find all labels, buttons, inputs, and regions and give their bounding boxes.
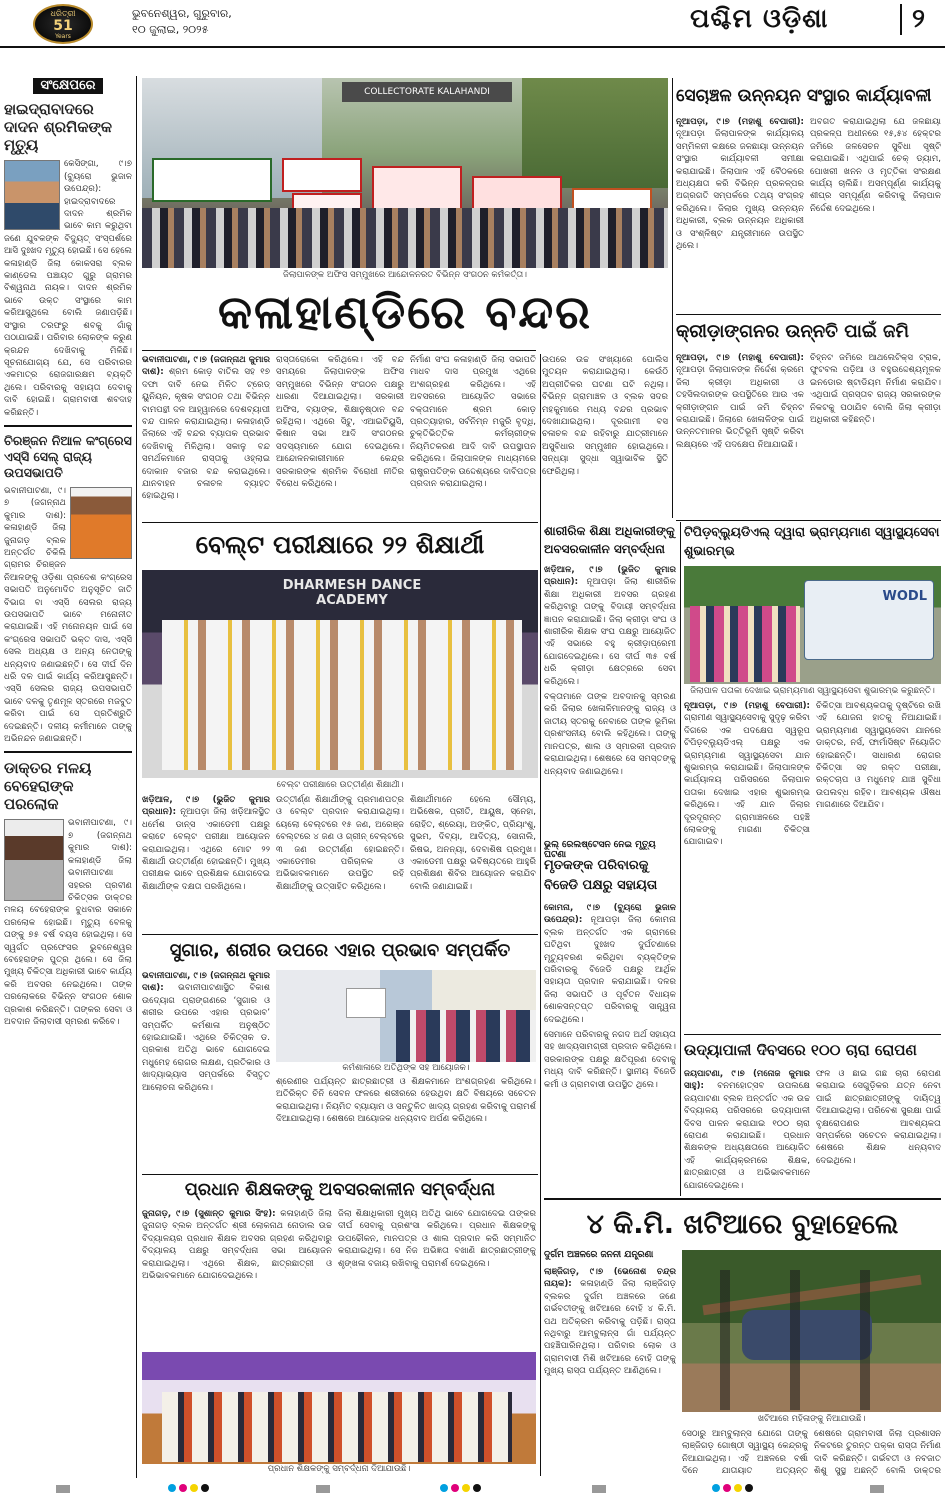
teacher-text2: ବକ୍ତାମାନେ ତାଙ୍କ ଅବଦାନକୁ ସ୍ମରଣ କରି ଜିଲାର ଖେଳାଳିମାନଙ୍କୁ ରାଜ୍ୟ ଓ ଜାତୀୟ ସ୍ତରକୁ ନେବାରେ ତାଙ୍କ ଭୂମିକା ପ୍ରଶଂସନୀୟ ବୋଲି କହିଥିଲେ। ତାଙ୍କୁ ମାନପତ୍ର, ଶାଲ ଓ ସ୍ମାରକୀ ପ୍ରଦାନ କରାଯାଇଥିଲା। ଶେଷରେ ସେ ସମସ୍ତଙ୍କୁ ଧନ୍ୟବାଦ ଜଣାଇଥିଲେ। bbox=[544, 692, 676, 777]
lead-text1: ଶ୍ରମ କୋଡ଼ ବାତିଲ ସହ ୧୭ ଦଫା ଦାବି ନେଇ ମିଳିତ ଟ୍ରେଡ୍ ୟୁନିୟନ, କୃଷକ ସଂଗଠନ ତଥା ବିଭିନ୍ନ ବାମପନ୍ଥୀ ଦଳ ଆହ୍ୱାନରେ ଦେଶବ୍ୟାପୀ ବନ୍ଦ ପାଳନ କରାଯାଇଥିଲା। କଳାହାଣ୍ଡି ଜିଲାରେ ଏହି ବନ୍ଦର ବ୍ୟାପକ ପ୍ରଭାବ ଦେଖିବାକୁ ମିଳିଥିଲା। ସକାଳୁ ବନ୍ଦ ସମର୍ଥକମାନେ ରାସ୍ତାକୁ ଓହ୍ଲାଇ ଦୋକାନ ବଜାର ବନ୍ଦ କରାଇଥିଲେ। ଯାନବାହନ ଚଳାଚଳ ବ୍ୟାହତ ହୋଇଥିଲା। bbox=[142, 367, 270, 502]
health-caption: ଜିଲାପାଳ ପତାକା ଦେଖାଇ ଭ୍ରାମ୍ୟମାଣ ସ୍ୱାସ୍ଥ୍ୟସେବା ଶୁଭାରମ୍ଭ କରୁଛନ୍ତି। bbox=[690, 686, 935, 696]
rule-sports-top bbox=[676, 314, 941, 315]
belt-headline: ବେଲ୍ଟ ପରୀକ୍ଷାରେ ୨୨ ଶିକ୍ଷାର୍ଥୀ bbox=[195, 530, 485, 559]
headmaster-headline: ପ୍ରଧାନ ଶିକ୍ଷକଙ୍କୁ ଅବସରକାଳୀନ ସମ୍ବର୍ଦ୍ଧନା bbox=[184, 1180, 496, 1200]
belt-text2: ଉତ୍ତୀର୍ଣ୍ଣ ଶିକ୍ଷାର୍ଥୀଙ୍କୁ ପ୍ରମାଣପତ୍ର ଓ ବେଲ୍ଟ ପ୍ରଦାନ କରାଯାଇଥିଲା। ୟେଲୋ ବେଲ୍ଟରେ ୧୫ ଜଣ, ଅରେଞ୍ଜ ବେଲ୍ଟରେ ୪ ଜଣ ଓ ଗ୍ରୀନ୍ ବେଲ୍ଟରେ ୩ ଜଣ ଉତ୍ତୀର୍ଣ୍ଣ ହୋଇଛନ୍ତି। ଏକାଡେମୀର ପରିଚାଳକ ଓ ଅଭିଭାବକମାନେ ଉପସ୍ଥିତ ରହି ଶିକ୍ଷାର୍ଥୀଙ୍କୁ ଉତ୍ସାହିତ କରିଥିଲେ। bbox=[276, 795, 404, 892]
sports-text2: ଚିହ୍ନଟ ଜମିରେ ଆଥଲେଟିକ୍ସ ଟ୍ରାକ, ଫୁଟବଲ ପଡ଼ିଆ ଓ ବହୁଉଦ୍ଦେଶ୍ୟମୂଳକ ଇନଡୋର ଷ୍ଟାଡିୟମ ନିର୍ମାଣ କରାଯିବ। ଏଥିପାଇଁ ପ୍ରସ୍ତାବ ରାଜ୍ୟ ସରକାରଙ୍କ ନିକଟକୁ ପଠାଯିବ ବୋଲି ଜିଲା କ୍ରୀଡ଼ା ଅଧିକାରୀ କହିଛନ୍ତି। bbox=[810, 353, 941, 426]
headmaster-byline: ଜୁନାଗଡ଼, ୯।୭ (ସୁଶାନ୍ତ କୁମାର ସିଂହ): bbox=[142, 1209, 276, 1219]
color-registration-dots bbox=[168, 1484, 209, 1494]
left-briefs-column bbox=[4, 78, 132, 1478]
registration-bar bbox=[316, 1485, 330, 1493]
teacher-col bbox=[544, 564, 676, 834]
review-col2 bbox=[810, 116, 941, 312]
lead-byline: ଭବାନୀପାଟଣା, ୯।୭ (ଜଗନ୍ନାଥ କୁମାର ଦାଶ): bbox=[142, 355, 270, 378]
brief-label: ସଂକ୍ଷେପରେ bbox=[33, 78, 104, 94]
banner-1 bbox=[152, 158, 272, 202]
workshop-caption: କର୍ମଶାଳାରେ ଅତିଥିଙ୍କ ସହ ଆୟୋଜକ। bbox=[342, 1063, 470, 1073]
bottom-kicker: ଦୁର୍ଗମ ଅଞ୍ଚଳରେ ଜନନୀ ଯନ୍ତ୍ରଣା bbox=[544, 1250, 654, 1260]
snake-headline: ମୃତକଙ୍କ ପରିବାରକୁ ବିଜେଡି ପକ୍ଷରୁ ସହାୟତା bbox=[544, 858, 658, 893]
review-headline: ସେଚାଞ୍ଚଳ ଉନ୍ନୟନ ସଂସ୍ଥାର କାର୍ଯ୍ୟାବଳୀ bbox=[676, 86, 932, 106]
masthead bbox=[0, 0, 945, 48]
rule-health-top bbox=[676, 520, 941, 521]
snake-text2: ସେମାନେ ପରିବାରକୁ ନଗଦ ଅର୍ଥ ସହାୟତା ସହ ଖାଦ୍ୟସାମଗ୍ରୀ ପ୍ରଦାନ କରିଥିଲେ। ସରକାରଙ୍କ ପକ୍ଷରୁ କ୍ଷତିପୂରଣ ଦେବାକୁ ମଧ୍ୟ ଦାବି କରିଛନ୍ତି। ସ୍ଥାନୀୟ ବିଜେଡି କର୍ମୀ ଓ ଗ୍ରାମବାସୀ ଉପସ୍ଥିତ ଥିଲେ। bbox=[544, 1030, 676, 1090]
sports-text1: ନୂଆପଡ଼ା ଜିଲାପାଳଙ୍କ ନିର୍ଦ୍ଦେଶ କ୍ରମେ ଜିଲା କ୍ରୀଡ଼ା ଅଧିକାରୀ ଓ ତହସିଲଦାରଙ୍କ ଉପସ୍ଥିତିରେ ଆଉ ଏକ କ୍ରୀଡ଼ାଙ୍ଗନ ପାଇଁ ଜମି ଚିହ୍ନଟ କରାଯାଇଛି। ଜିଲାରେ ଖେଳାଳିଙ୍କ ପାଇଁ ଉନ୍ନତମାନର ଭିତ୍ତିଭୂମି ସୃଷ୍ଟି କରିବା ଲକ୍ଷ୍ୟରେ ଏହି ପଦକ୍ଷେପ ନିଆଯାଇଛି। bbox=[676, 365, 804, 450]
sugar-text2: ଶ୍ରେଣୀର ପର୍ଯ୍ୟନ୍ତ ଛାତ୍ରଛାତ୍ରୀ ଓ ଶିକ୍ଷକମାନେ ଅଂଶଗ୍ରହଣ କରିଥିଲେ। ଅତିରିକ୍ତ ଚିନି ସେବନ ଫଳରେ ଶରୀରରେ ହେଉଥିବା କ୍ଷତି ବିଷୟରେ ସଚେତନ କରାଯାଇଥିଲା। ନିୟମିତ ବ୍ୟାୟାମ ଓ ସନ୍ତୁଳିତ ଖାଦ୍ୟ ଗ୍ରହଣ କରିବାକୁ ପରାମର୍ଶ ଦିଆଯାଇଥିଲା। ଶେଷରେ ଆୟୋଜକ ଧନ୍ୟବାଦ ଅର୍ପଣ କରିଥିଲେ। bbox=[276, 1077, 536, 1125]
rule-sugar-top bbox=[142, 934, 538, 935]
logo-number: 51 bbox=[53, 18, 73, 34]
color-registration-dots bbox=[712, 1484, 753, 1494]
sports-headline: କ୍ରୀଡ଼ାଙ୍ଗନର ଉନ୍ନତି ପାଇଁ ଜମି bbox=[676, 321, 909, 342]
bottom-text3: ଶେଷରେ ଗ୍ରାମବାସୀ ଜିଲା ପ୍ରଶାସନ ନିକଟରେ ତୁରନ୍ତ ପକ୍କା ରାସ୍ତା ନିର୍ମାଣ ଦାବି କରିଛନ୍ତି। ଗର୍ଭବତୀ ଓ ନବଜାତ ଶିଶୁ ସୁସ୍ଥ ଅଛନ୍ତି ବୋଲି ଡାକ୍ତର bbox=[814, 1429, 941, 1477]
brief1-photo bbox=[4, 160, 60, 230]
section-title: ପଶ୍ଚିମ ଓଡ଼ିଶା bbox=[690, 4, 829, 34]
van-label: WODL bbox=[882, 589, 927, 604]
belt-col3 bbox=[410, 794, 536, 932]
headmaster-photo bbox=[142, 1352, 536, 1464]
sugar-text1: ଭବାନୀପାଟଣାସ୍ଥିତ ବିକାଶ ଉଦ୍ୟୋଗ ପ୍ରାଙ୍ଗଣରେ ‘ସୁଗାର ଓ ଶରୀର ଉପରେ ଏହାର ପ୍ରଭାବ’ ସମ୍ପର୍କିତ କର୍ମଶାଳା ଅନୁଷ୍ଠିତ ହୋଇଯାଇଛି। ଏଥିରେ ଚିକିତ୍ସକ ଡ. ପ୍ରକାଶ ଅତିଥି ଭାବେ ଯୋଗଦେଇ ମଧୁମେହ ରୋଗର ଲକ୍ଷଣ, ପ୍ରତିକାର ଓ ଖାଦ୍ୟାଭ୍ୟାସ ସମ୍ପର୍କରେ ବିସ୍ତୃତ ଆଲୋଚନା କରିଥିଲେ। bbox=[142, 983, 270, 1093]
date-line2: ୧୦ ଜୁଲାଇ, ୨୦୨୫ bbox=[132, 23, 209, 36]
tree-col2 bbox=[816, 1068, 941, 1196]
review-byline: ନୂଆପଡ଼ା, ୯।୭ (ମହାଶୁ ବେପାରୀ): bbox=[676, 117, 804, 127]
protesters-crowd bbox=[142, 208, 668, 268]
rule-headmaster-top bbox=[142, 1174, 538, 1175]
lead-story-col3 bbox=[410, 354, 536, 518]
registration-bar bbox=[56, 1485, 70, 1493]
logo-line1: ଧରିତ୍ରୀ bbox=[50, 9, 76, 18]
ambulance-van bbox=[804, 580, 934, 660]
karate-students bbox=[162, 620, 522, 770]
health-col1 bbox=[684, 700, 810, 1030]
column-rule-top-right bbox=[672, 78, 673, 518]
collectorate-sign: COLLECTORATE KALAHANDI bbox=[342, 82, 512, 102]
tree-text2: ଫଳ ଓ ଛାଇ ଗଛ ଚାରା ରୋପଣ କରାଯାଇ ସେଗୁଡ଼ିକର ଯତ୍ନ ନେବା ପାଇଁ ଛାତ୍ରଛାତ୍ରୀଙ୍କୁ ଦାୟିତ୍ୱ ଦିଆଯାଇଥିଲା। ପରିବେଶ ସୁରକ୍ଷା ପାଇଁ ବୃକ୍ଷରୋପଣର ଆବଶ୍ୟକତା ସମ୍ପର୍କରେ ସଚେତନ କରାଯାଇଥିଲା। ଶେଷରେ ଶିକ୍ଷକ ଧନ୍ୟବାଦ ଦେଇଥିଲେ। bbox=[816, 1069, 941, 1166]
registration-bar bbox=[592, 1485, 606, 1493]
sugar-col2 bbox=[276, 1076, 536, 1170]
karate-caption: ବେଲ୍ଟ ପରୀକ୍ଷାରେ ଉତ୍ତୀର୍ଣ୍ଣ ଶିକ୍ଷାର୍ଥୀ। bbox=[276, 780, 404, 790]
bottom-col3 bbox=[814, 1428, 941, 1478]
sugar-col1 bbox=[142, 970, 270, 1170]
karate-photo bbox=[142, 570, 538, 778]
belt-text3: ଶିକ୍ଷାର୍ଥୀମାନେ ହେଲେ ସୌମ୍ୟ, ଅଭିଷେକ, ପ୍ରୀତି, ଆୟୁଷ, ସ୍ନେହା, ରୋହିତ, ଶ୍ରେୟା, ଅଙ୍କିତ, ପ୍ରିୟାଂଶୁ, ସୁଭମ, ଦିବ୍ୟା, ଆଦିତ୍ୟ, ସୋନାଲି, ରିଷଭ, ଅନନ୍ୟା, ଦେବାଶିଷ ପ୍ରମୁଖ। ଏକାଡେମୀ ପକ୍ଷରୁ ଭବିଷ୍ୟତରେ ଆହୁରି ପ୍ରଶିକ୍ଷଣ ଶିବିର ଆୟୋଜନ କରାଯିବ ବୋଲି ଜଣାଯାଇଛି। bbox=[410, 795, 536, 892]
page-number: ୨ bbox=[900, 4, 925, 35]
stretcher-photo bbox=[682, 1250, 941, 1412]
dateline bbox=[132, 6, 232, 38]
column-rule-right bbox=[680, 522, 681, 1196]
brief3-text: ଭବାନୀପାଟଣା, ୯।୭ (ଜଗନ୍ନାଥ କୁମାର ଦାଶ): କଳାହାଣ୍ଡି ଜିଲା ଭବାନୀପାଟଣା ସହରର ପ୍ରବୀଣ ଚିକିତ୍ସକ ଡାକ୍ତର ମଳୟ ବେହେରାଙ୍କ ବୁଧବାର ସକାଳେ ପରଲୋକ ହୋଇଛି। ମୃତ୍ୟୁ ବେଳକୁ ତାଙ୍କୁ ୭୫ ବର୍ଷ ବୟସ ହୋଇଥିଲା। ସେ ସ୍ୱର୍ଗତ ପ୍ରଫେସର ଭୁବନେଶ୍ୱର ବେହେରାଙ୍କ ପୁତ୍ର ଥିଲେ। ସେ ଜିଲା ମୁଖ୍ୟ ଚିକିତ୍ସା ଅଧିକାରୀ ଭାବେ କାର୍ଯ୍ୟ କରି ଅବସର ନେଇଥିଲେ। ତାଙ୍କ ପରଲୋକରେ ବିଭିନ୍ନ ସଂଗଠନ ଶୋକ ପ୍ରକାଶ କରିଛନ୍ତି। ତାଙ୍କର ସେବା ଓ ଅବଦାନ ଜିଲାବାସୀ ସ୍ମରଣ କରିବେ। bbox=[4, 818, 132, 1027]
teacher-byline: ଖଡ଼ିଆଳ, ୯।୭ (ଭୁଜିତ କୁମାର ପ୍ରଧାନ): bbox=[544, 565, 676, 588]
date-line1: ଭୁବନେଶ୍ୱର, ଗୁରୁବାର, bbox=[132, 7, 232, 20]
column-rule-mid bbox=[540, 354, 541, 1476]
brief2-photo bbox=[70, 487, 132, 559]
review-col1 bbox=[676, 116, 804, 312]
lead-text3: ନିର୍ମାଣ ସଂଘ କଳାହାଣ୍ଡି ଜିଲା ସଭାପତି ମାଧବ ଦାସ ପ୍ରମୁଖ ଏଥିରେ ଅଂଶଗ୍ରହଣ କରିଥିଲେ। ଏହି ଅବସରରେ ଆୟୋଜିତ ସଭାରେ ବକ୍ତାମାନେ ଶ୍ରମ କୋଡ଼ ପ୍ରତ୍ୟାହାର, ସର୍ବନିମ୍ନ ମଜୁରି ବୃଦ୍ଧି, ଚୁକ୍ତିଭିତ୍ତିକ କର୍ମଚାରୀଙ୍କ ନିୟମିତକରଣ ଆଦି ଦାବି ଉପସ୍ଥାପନ କରିଥିଲେ। ଜିଲାପାଳଙ୍କ ମାଧ୍ୟମରେ ରାଷ୍ଟ୍ରପତିଙ୍କ ଉଦ୍ଦେଶ୍ୟରେ ଦାବିପତ୍ର ପ୍ରଦାନ କରାଯାଇଥିଲା। bbox=[410, 355, 536, 490]
health-text2: ଚିକିତ୍ସା ଆବଶ୍ୟକତାକୁ ଦୃଷ୍ଟିରେ ରଖି ଏହି ଯୋଜନା ହାତକୁ ନିଆଯାଇଛି। ଭ୍ରାମ୍ୟମାଣ ସ୍ୱାସ୍ଥ୍ୟସେବା ଯାନରେ ଡାକ୍ତର, ନର୍ସ, ଫାର୍ମାସିଷ୍ଟ ନିୟୋଜିତ ହୋଇଛନ୍ତି। ସାଧାରଣ ରୋଗର ଚିକିତ୍ସା ସହ ରକ୍ତ ପରୀକ୍ଷା, ରକ୍ତଚାପ ଓ ମଧୁମେହ ଯାଞ୍ଚ ସୁବିଧା ଉପଲବ୍ଧ ରହିବ। ଆବଶ୍ୟକ ଔଷଧ ମାଗଣାରେ ଦିଆଯିବ। bbox=[816, 701, 941, 811]
lead-story-col1 bbox=[142, 354, 270, 518]
belt-text1: ନୂଆପଡ଼ା ଜିଲା ଖଡ଼ିଆଳସ୍ଥିତ ଧର୍ମେଶ ଡାନ୍ସ ଏକାଡେମୀ ପକ୍ଷରୁ କରାଟେ ବେଲ୍ଟ ପରୀକ୍ଷା ଆୟୋଜନ କରାଯାଇଥିଲା। ଏଥିରେ ମୋଟ ୨୨ ଶିକ୍ଷାର୍ଥୀ ଉତ୍ତୀର୍ଣ୍ଣ ହୋଇଛନ୍ତି। ମୁଖ୍ୟ ପରୀକ୍ଷକ ଭାବେ ପ୍ରଶିକ୍ଷକ ଯୋଗଦେଇ ଶିକ୍ଷାର୍ଥୀଙ୍କ ଦକ୍ଷତା ପରଖିଥିଲେ। bbox=[142, 807, 270, 892]
headmaster-col1 bbox=[142, 1208, 332, 1350]
sugar-headline: ସୁଗାର, ଶରୀର ଉପରେ ଏହାର ପ୍ରଭାବ ସମ୍ପର୍କିତ bbox=[169, 940, 511, 961]
brief1-text: କେସିଙ୍ଗା, ୯।୭ (ବ୍ୟୁରୋ ଭୁଜାଳ ଉପେନ୍ଦ୍ର): ହାଇଦ୍ରାବାଦରେ ଦାଦନ ଶ୍ରମିକ ଭାବେ କାମ କରୁଥିବା ଜଣେ ଯୁବକଙ୍କ ବିଦ୍ୟୁତ୍ ସଂସ୍ପର୍ଶରେ ଆସି ଦୁଃଖଦ ମୃତ୍ୟୁ ହୋଇଛି। ସେ ହେଲେ କଳାହାଣ୍ଡି ଜିଲା କୋକସରା ବ୍ଲକ କାଣ୍ଡେଲ ପଞ୍ଚାୟତ ଗୁରୁ ଗ୍ରାମର ବିଶ୍ୱନାଥ ନାୟକ। ଦାଦନ ଶ୍ରମିକ ଭାବେ ଉକ୍ତ ସଂସ୍ଥାରେ କାମ କରିଆସୁଥିଲେ ବୋଲି ଜଣାପଡ଼ିଛି। ସଂସ୍ଥାର ତରଫରୁ ଶବକୁ ଗାଁକୁ ପଠାଯାଇଛି। ପରିବାର ଲୋକଙ୍କ କରୁଣ କ୍ରନ୍ଦନ ଦେଖିବାକୁ ମିଳିଛି। ସୂଚନାଯୋଗ୍ୟ ଯେ, ସେ ପରିବାରର ଏକମାତ୍ର ରୋଜଗାରକ୍ଷମ ବ୍ୟକ୍ତି ଥିଲେ। ପରିବାରକୁ ସହାୟତା ଦେବାକୁ ଦାବି ହୋଇଛି। ଗ୍ରାମବାସୀ ଶବଦାହ କରିଛନ୍ତି। bbox=[4, 159, 132, 418]
protest-photo bbox=[142, 78, 668, 268]
sports-col2 bbox=[810, 352, 941, 516]
lead-story-col4 bbox=[542, 354, 668, 518]
rule-tree-top bbox=[684, 1034, 941, 1035]
banner-4 bbox=[372, 166, 462, 212]
paper-logo bbox=[33, 4, 93, 44]
banner-2 bbox=[282, 158, 362, 192]
belt-col1 bbox=[142, 794, 270, 932]
headmaster-caption: ପ୍ରଧାନ ଶିକ୍ଷକଙ୍କୁ ସମ୍ବର୍ଦ୍ଧନା ଦିଆଯାଉଛି। bbox=[267, 1464, 411, 1474]
logo-years: Years bbox=[55, 33, 71, 40]
rule-bottom-story-top bbox=[544, 1198, 941, 1200]
health-van-photo bbox=[684, 566, 941, 684]
bottom-text2: ସେଠାରୁ ଆମ୍ବୁଲାନ୍ସ ଯୋଗେ ତାଙ୍କୁ ଲାଞ୍ଜିଗଡ଼ ଗୋଷ୍ଠୀ ସ୍ୱାସ୍ଥ୍ୟ କେନ୍ଦ୍ରକୁ ନିଆଯାଇଥିଲା। ଏହି ଅଞ୍ଚଳରେ ବର୍ଷା ଦିନେ ଯାତାୟାତ ଅତ୍ୟନ୍ତ bbox=[682, 1429, 808, 1477]
tree-col1 bbox=[684, 1068, 810, 1196]
review-text1: ନୂଆପଡ଼ା ଜିଲାପାଳଙ୍କ କାର୍ଯ୍ୟାଳୟ ସମ୍ମିଳନୀ କକ୍ଷରେ ଜଳଛାୟା ଉନ୍ନୟନ ସଂସ୍ଥାର କାର୍ଯ୍ୟାବଳୀ ସମୀକ୍ଷା କରାଯାଇଛି। ଜିଲାପାଳ ଏହି ବୈଠକରେ ଅଧ୍ୟକ୍ଷତା କରି ବିଭିନ୍ନ ପ୍ରକଳ୍ପର ଅଗ୍ରଗତି ସମ୍ପର୍କରେ ତଥ୍ୟ ସଂଗ୍ରହ କରିଥିଲେ। ଜିଲାର ମୁଖ୍ୟ ଉନ୍ନୟନ ଅଧିକାରୀ, ବ୍ଲକ ଉନ୍ନୟନ ଅଧିକାରୀ ଓ ସଂଶ୍ଳିଷ୍ଟ ଯନ୍ତ୍ରୀମାନେ ଉପସ୍ଥିତ ଥିଲେ। bbox=[676, 129, 804, 252]
bottom-text1: କଳାହାଣ୍ଡି ଜିଲା ଲାଞ୍ଜିଗଡ଼ ବ୍ଲକର ଦୁର୍ଗମ ଅଞ୍ଚଳରେ ଜଣେ ଗର୍ଭବତୀଙ୍କୁ ଖଟିଆରେ ବୋହି ୪ କି.ମି. ପଥ ଅତିକ୍ରମ କରିବାକୁ ପଡ଼ିଛି। ରାସ୍ତା ନଥିବାରୁ ଆମ୍ବୁଲାନ୍ସ ଗାଁ ପର୍ଯ୍ୟନ୍ତ ପହଞ୍ଚିପାରିନଥିଲା। ପରିବାର ଲୋକ ଓ ଗ୍ରାମବାସୀ ମିଶି ଖଟିଆରେ ବୋହି ତାଙ୍କୁ ମୁଖ୍ୟ ରାସ୍ତା ପର୍ଯ୍ୟନ୍ତ ଆଣିଥିଲେ। bbox=[544, 1279, 676, 1377]
officials-group bbox=[690, 606, 800, 682]
brief2-text: ଭବାନୀପାଟଣା, ୯।୭ (ଜଗନ୍ନାଥ କୁମାର ଦାଶ): କଳାହାଣ୍ଡି ଜିଲା ଜୁନାଗଡ଼ ବ୍ଲକ ଅନ୍ତର୍ଗତ ଚିକିଲି ଗ୍ରାମର ଚିରଞ୍ଜନ ନିଆଳଙ୍କୁ ଓଡ଼ିଶା ପ୍ରଦେଶ କଂଗ୍ରେସ ସଭାପତି ଅନୁମୋଦିତ ଅନୁସୂଚିତ ଜାତି ବିଭାଗ ବା ଏସ୍‌ସି ସେଲର ରାଜ୍ୟ ଉପସଭାପତି ଭାବେ ମନୋନୀତ କରାଯାଇଛି। ଏହି ମନୋନୟନ ପାଇଁ ସେ କଂଗ୍ରେସ ସଭାପତି ଭକ୍ତ ଦାସ, ଏସ୍‌ସି ସେଲ ଅଧ୍ୟକ୍ଷ ଓ ଅନ୍ୟ ନେତାଙ୍କୁ ଧନ୍ୟବାଦ ଜଣାଇଛନ୍ତି। ସେ ଦୀର୍ଘ ଦିନ ଧରି ଦଳ ପାଇଁ କାର୍ଯ୍ୟ କରିଆସୁଛନ୍ତି। ଏସ୍‌ସି ସେଲର ରାଜ୍ୟ ଉପସଭାପତି ଭାବେ ଦଳକୁ ତୃଣମୂଳ ସ୍ତରରେ ମଜବୁତ କରିବା ପାଇଁ ସେ ପ୍ରତିଶ୍ରୁତି ଦେଇଛନ୍ତି। ଦଳୀୟ କର୍ମୀମାନେ ତାଙ୍କୁ ଅଭିନନ୍ଦନ ଜଣାଇଛନ୍ତି। bbox=[4, 485, 132, 745]
registration-bar bbox=[870, 1485, 884, 1493]
snake-text1: ନୂଆପଡ଼ା ଜିଲା କୋମନା ବ୍ଲକ ଅନ୍ତର୍ଗତ ଏକ ଗ୍ରାମରେ ଘଟିଥିବା ଦୁଃଖଦ ଦୁର୍ଘଟଣାରେ ମୃତ୍ୟୁବରଣ କରିଥିବା ବ୍ୟକ୍ତିଙ୍କ ପରିବାରକୁ ବିଜେଡି ପକ୍ଷରୁ ଆର୍ଥିକ ସହାୟତା ପ୍ରଦାନ କରାଯାଇଛି। ଦଳର ଜିଲା ସଭାପତି ଓ ପୂର୍ବତନ ବିଧାୟକ ଶୋକସନ୍ତପ୍ତ ପରିବାରକୁ ସାନ୍ତ୍ୱନା ଦେଇଥିଲେ। bbox=[544, 915, 676, 1025]
banner-5 bbox=[472, 176, 562, 212]
headmaster-col2 bbox=[338, 1208, 536, 1350]
snake-subheadline: ଭୁଲ୍ ରେଲଷ୍ଟେସନ ନେଇ ମୃତ୍ୟୁ ଘଟଣା bbox=[544, 840, 656, 860]
bottom-col1 bbox=[544, 1266, 676, 1476]
snake-col bbox=[544, 902, 676, 1202]
tree-headline: ଉଦ୍ୟାପାଳୀ ଦିବସରେ ୧୦୦ ଚାରା ରୋପଣ bbox=[684, 1041, 917, 1059]
headmaster-text1: କଳାହାଣ୍ଡି ଜିଲା ଜୁନାଗଡ଼ ବ୍ଲକ ଅନ୍ତର୍ଗତ ଶ୍ରୀ ଲୋକନାଥ ନୋଡାଲ ଉଚ୍ଚ ବିଦ୍ୟାଳୟର ପ୍ରଧାନ ଶିକ୍ଷକ ଅବସର ଗ୍ରହଣ କରିଥିବାରୁ ବିଦ୍ୟାଳୟ ପକ୍ଷରୁ ସମ୍ବର୍ଦ୍ଧନା ସଭା ଆୟୋଜନ କରାଯାଇଥିଲା। ଏଥିରେ ଶିକ୍ଷକ, ଛାତ୍ରଛାତ୍ରୀ ଓ ଅଭିଭାବକମାନେ ଯୋଗଦେଇଥିଲେ। bbox=[142, 1209, 332, 1282]
health-col2 bbox=[816, 700, 941, 1030]
sports-col1 bbox=[676, 352, 804, 516]
bottom-col2 bbox=[682, 1428, 808, 1478]
column-rule-left bbox=[136, 76, 137, 1478]
belt-byline: ଖଡ଼ିଆଳ, ୯।୭ (ଭୁଜିତ କୁମାର ପ୍ରଧାନ): bbox=[142, 795, 270, 818]
lead-story-col2 bbox=[276, 354, 404, 518]
academy-banner: DHARMESH DANCE ACADEMY bbox=[282, 578, 422, 608]
tree-text1: ବନମହୋତ୍ସବ ଉପଲକ୍ଷେ ଜୟପାଟଣା ବ୍ଲକ ଅନ୍ତର୍ଗତ ଏକ ଉଚ୍ଚ ବିଦ୍ୟାଳୟ ପରିସରରେ ଉଦ୍ୟାପାଳୀ ଦିବସ ପାଳନ କରାଯାଇ ୧୦୦ ଚାରା ରୋପଣ କରାଯାଇଛି। ପ୍ରଧାନ ଶିକ୍ଷକଙ୍କ ଅଧ୍ୟକ୍ଷତାରେ ଆୟୋଜିତ ଏହି କାର୍ଯ୍ୟକ୍ରମରେ ଶିକ୍ଷକ, ଛାତ୍ରଛାତ୍ରୀ ଓ ଅଭିଭାବକମାନେ ଯୋଗଦେଇଥିଲେ। bbox=[684, 1081, 810, 1191]
health-headline: ଟିପିଡ଼ବ୍ଲ୍ୟୁଡିଏଲ୍ ଦ୍ୱାରା ଭ୍ରାମ୍ୟମାଣ ସ୍ୱାସ୍ଥ୍ୟସେବା ଶୁଭାରମ୍ଭ bbox=[684, 524, 940, 558]
health-text1: ଗ୍ରାମୀଣ ସ୍ୱାସ୍ଥ୍ୟସେବାକୁ ସୁଦୃଢ଼ କରିବା ଦିଗରେ ଏକ ପଦକ୍ଷେପ ସ୍ୱରୂପ ଟିପିଡ଼ବ୍ଲ୍ୟୁଡିଏଲ୍ ପକ୍ଷରୁ ଏକ ଭ୍ରାମ୍ୟମାଣ ସ୍ୱାସ୍ଥ୍ୟସେବା ଯାନ ଶୁଭାରମ୍ଭ କରାଯାଇଛି। ଜିଲାପାଳଙ୍କ କାର୍ଯ୍ୟାଳୟ ପରିସରରେ ଜିଲାପାଳ ପତାକା ଦେଖାଇ ଏହାର ଶୁଭାରମ୍ଭ କରିଥିଲେ। ଏହି ଯାନ ଜିଲାର ଦୂରଦୂରାନ୍ତ ଗ୍ରାମାଞ୍ଚଳରେ ପହଞ୍ଚି ଲୋକଙ୍କୁ ମାଗଣା ଚିକିତ୍ସା ଯୋଗାଇବ। bbox=[684, 713, 810, 848]
bottom-headline: ୪ କି.ମି. ଖଟିଆରେ ବୁହାହେଲେ bbox=[586, 1209, 899, 1240]
teacher-text1: ନୂଆପଡ଼ା ଜିଲା ଶାରୀରିକ ଶିକ୍ଷା ଅଧିକାରୀ ଅବସର ଗ୍ରହଣ କରିଥିବାରୁ ତାଙ୍କୁ ବିଦାୟୀ ସମ୍ବର୍ଦ୍ଧନା ଜ୍ଞାପନ କରାଯାଇଛି। ଜିଲା କ୍ରୀଡ଼ା ସଂଘ ଓ ଶାରୀରିକ ଶିକ୍ଷକ ସଂଘ ପକ୍ଷରୁ ଆୟୋଜିତ ଏହି ସଭାରେ ବହୁ କ୍ରୀଡ଼ାପ୍ରେମୀ ଯୋଗଦେଇଥିଲେ। ସେ ଦୀର୍ଘ ୩୫ ବର୍ଷ ଧରି କ୍ରୀଡ଼ା କ୍ଷେତ୍ରରେ ସେବା କରିଥିଲେ। bbox=[544, 577, 676, 687]
headmaster-text2: ଜିଲା ଶିକ୍ଷାଧିକାରୀ ମୁଖ୍ୟ ଅତିଥି ଭାବେ ଯୋଗଦେଇ ତାଙ୍କର ଦୀର୍ଘ ସେବାକୁ ପ୍ରଶଂସା କରିଥିଲେ। ପ୍ରଧାନ ଶିକ୍ଷକଙ୍କୁ ଉପଢୌକନ, ମାନପତ୍ର ଓ ଶାଲ ପ୍ରଦାନ କରି ସମ୍ମାନିତ କରାଯାଇଥିଲା। ସେ ନିଜ ଅଭିଜ୍ଞତା ବଖାଣି ଛାତ୍ରଛାତ୍ରୀଙ୍କୁ ଶୃଙ୍ଖଳା ବଜାୟ ରଖିବାକୁ ପରାମର୍ଶ ଦେଇଥିଲେ। bbox=[338, 1209, 536, 1269]
brief3-headline: ଡାକ୍ତର ମଳୟ ବେହେରାଙ୍କ ପରଲୋକ bbox=[4, 759, 92, 814]
protest-photo-caption: ଜିଲାପାଳଙ୍କ ଅଫିସ ସମ୍ମୁଖରେ ଆନ୍ଦୋଳନରତ ବିଭିନ୍ନ ସଂଗଠନ କର୍ମକର୍ତ୍ତା। bbox=[283, 270, 527, 280]
belt-col2 bbox=[276, 794, 404, 932]
brief2-headline: ଚିରଞ୍ଜନ ନିଆଳ କଂଗ୍ରେସ ଏସ୍‌ସି ସେଲ୍ ରାଜ୍ୟ ଉପସଭାପତି bbox=[4, 432, 132, 480]
bottom-byline: ଲାଞ୍ଜିଗଡ଼, ୯।୭ (ଭେନୋଶ ଚନ୍ଦ୍ର ନାୟକ): bbox=[544, 1267, 676, 1290]
rule-belt-top bbox=[142, 522, 538, 523]
teacher-headline: ଶାରୀରିକ ଶିକ୍ଷା ଅଧିକାରୀଙ୍କୁ ଅବସରକାଳୀନ ସମ୍ବର୍ଦ୍ଧନା bbox=[544, 524, 675, 556]
lead-headline: କଳାହାଣ୍ଡିରେ ବନ୍ଦର bbox=[217, 285, 593, 339]
brief1-headline: ହାଇଦ୍ରାବାଦରେ ଦାଦନ ଶ୍ରମିକଙ୍କ ମୃତ୍ୟୁ bbox=[4, 100, 112, 155]
sports-byline: ନୂଆପଡ଼ା, ୯।୭ (ମହାଶୁ ବେପାରୀ): bbox=[676, 353, 804, 363]
brief3-photo bbox=[4, 819, 64, 901]
health-byline: ନୂଆପଡ଼ା, ୯।୭ (ମହାଶୁ ବେପାରୀ): bbox=[684, 701, 810, 711]
lead-text4: ଉପରେ ଉଚ୍ଚ ସଂଖ୍ୟାରେ ପୋଲିସ ମୁତୟନ କରାଯାଇଥିଲା। କେଉଁଠି ଅପ୍ରୀତିକର ଘଟଣା ଘଟି ନଥିଲା। ବିଭିନ୍ନ ଗ୍ରାମାଞ୍ଚଳ ଓ ବ୍ଲକ ସଦର ମହକୁମାରେ ମଧ୍ୟ ବନ୍ଦର ପ୍ରଭାବ ଦେଖାଯାଇଥିଲା। ଦୂରଗାମୀ ବସ ଚଳାଚଳ ବନ୍ଦ ରହିବାରୁ ଯାତ୍ରୀମାନେ ଅସୁବିଧାର ସମ୍ମୁଖୀନ ହୋଇଥିଲେ। ସନ୍ଧ୍ୟା ସୁଦ୍ଧା ସ୍ୱାଭାବିକ ସ୍ଥିତି ଫେରିଥିଲା। bbox=[542, 355, 668, 477]
sugar-byline: ଭବାନୀପାଟଣା, ୯।୭ (ଜଗନ୍ନାଥ କୁମାର ଦାଶ): bbox=[142, 971, 270, 994]
color-registration-dots bbox=[440, 1484, 481, 1494]
workshop-photo bbox=[276, 970, 536, 1062]
stretcher-caption: ଖଟିଆରେ ମହିଳାଙ୍କୁ ନିଆଯାଉଛି। bbox=[757, 1414, 866, 1424]
headline-rule bbox=[142, 350, 536, 351]
snake-byline: କୋମନା, ୯।୭ (ବ୍ୟୁରୋ ଭୁଜାଳ ଉପେନ୍ଦ୍ର): bbox=[544, 903, 676, 926]
tree-byline: ଜୟପାଟଣା, ୯।୭ (ମନୋଜ କୁମାର ସାହୁ): bbox=[684, 1069, 810, 1092]
review-text2: ଅବଗତ କରାଯାଇଥିଲା ଯେ ଜଳଛାୟା ପ୍ରକଳ୍ପ ଅଧୀନରେ ୧୫,୫୪ ହେକ୍ଟର ଜମିରେ ଜଳସେଚନ ସୁବିଧା ସୃଷ୍ଟି କରାଯାଇଛି। ଏଥିପାଇଁ ଚେକ୍ ଡ୍ୟାମ, ପୋଖରୀ ଖନନ ଓ ମୃତ୍ତିକା ସଂରକ୍ଷଣ କାର୍ଯ୍ୟ ଚାଲିଛି। ଅସମ୍ପୂର୍ଣ୍ଣ କାର୍ଯ୍ୟକୁ ଶୀଘ୍ର ସମ୍ପୂର୍ଣ୍ଣ କରିବାକୁ ଜିଲାପାଳ ନିର୍ଦ୍ଦେଶ ଦେଇଥିଲେ। bbox=[810, 117, 941, 214]
villagers bbox=[690, 1270, 930, 1410]
lead-text2: ରାସ୍ତାରୋକୋ କରିଥିଲେ। ଏହି ବନ୍ଦ ସମୟରେ ଜିଲାପାଳଙ୍କ ଅଫିସ ସମ୍ମୁଖରେ ବିଭିନ୍ନ ସଂଗଠନ ପକ୍ଷରୁ ଧାରଣା ଦିଆଯାଇଥିଲା। ସରକାରୀ ଅଫିସ, ବ୍ୟାଙ୍କ, ଶିକ୍ଷାନୁଷ୍ଠାନ ବନ୍ଦ ରହିଥିଲା। ଏଥିରେ ସିଟୁ, ଏଆଇଟିୟୁସି, କିଷାନ ସଭା ଆଦି ସଂଗଠନର ସଦସ୍ୟମାନେ ଯୋଗ ଦେଇଥିଲେ। ଆନ୍ଦୋଳନକାରୀମାନେ କେନ୍ଦ୍ର ସରକାରଙ୍କ ଶ୍ରମିକ ବିରୋଧୀ ନୀତିର ବିରୋଧ କରିଥିଲେ। bbox=[276, 355, 404, 490]
